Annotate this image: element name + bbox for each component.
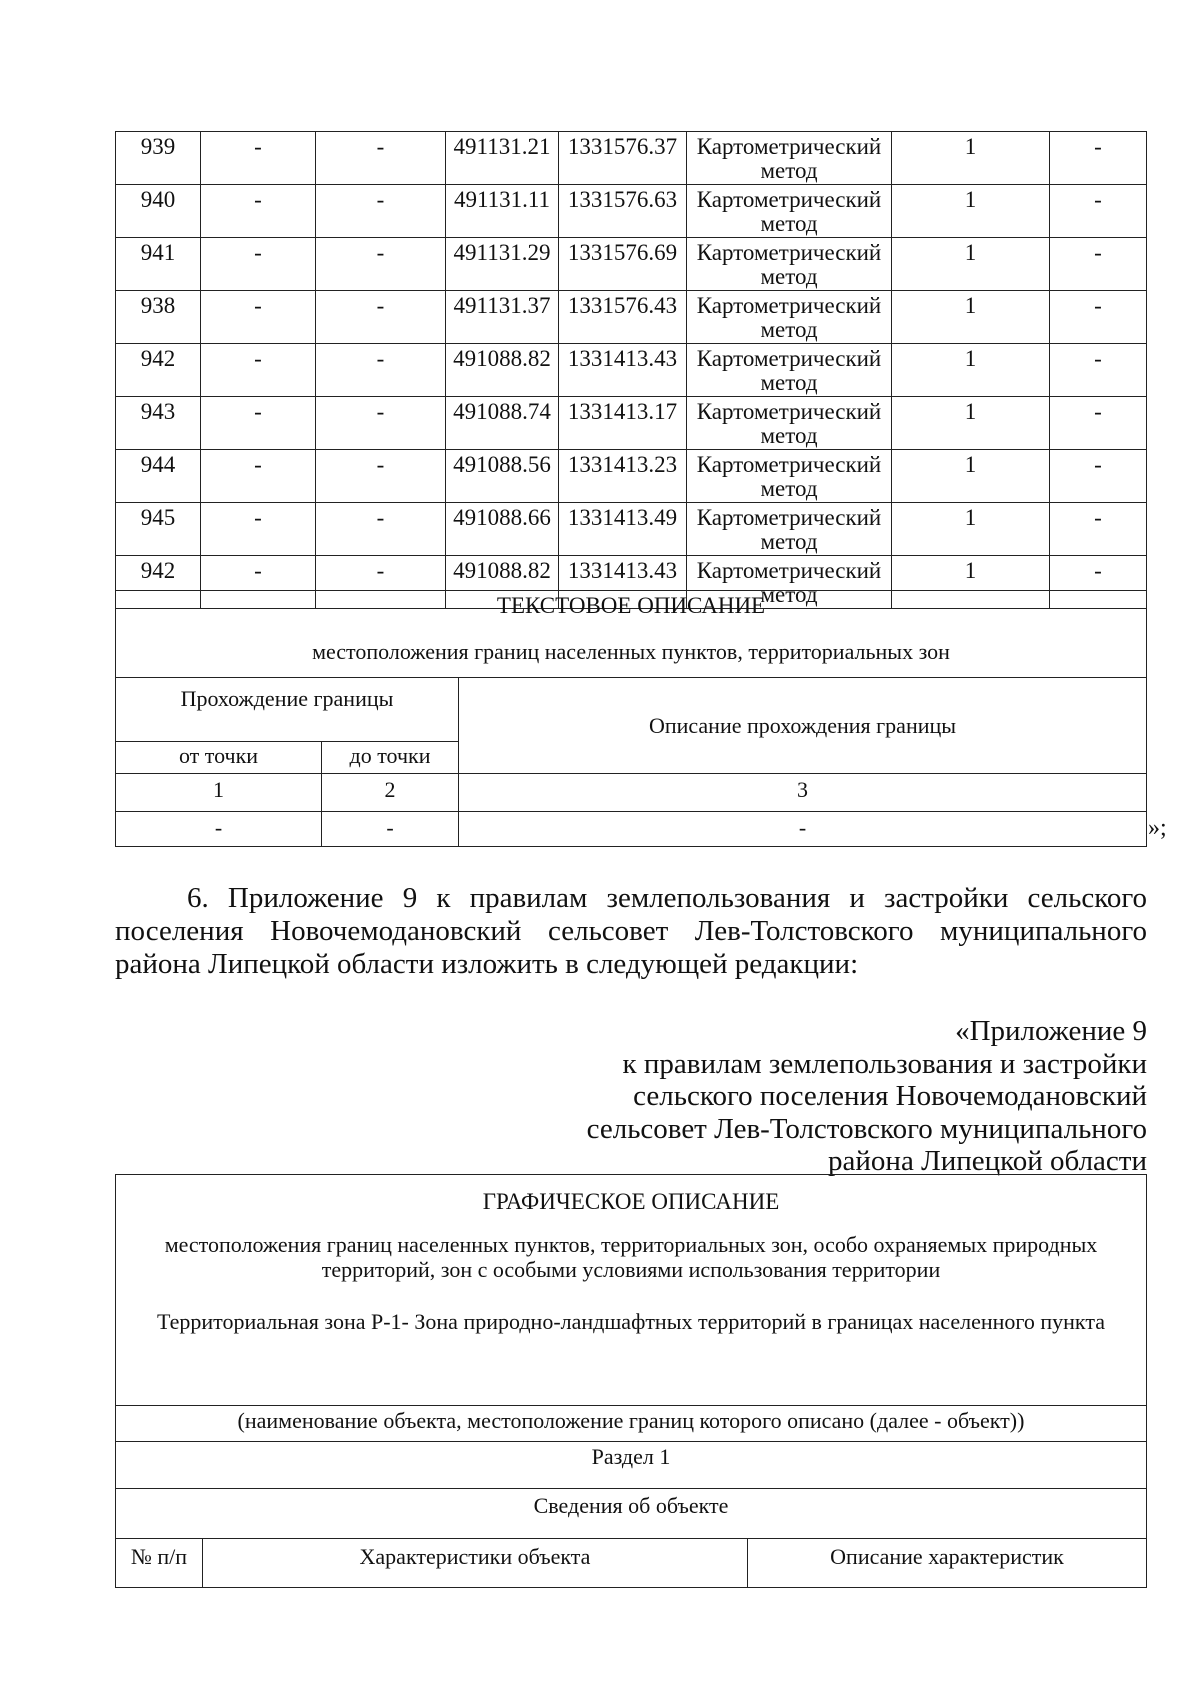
description-cell: - (1050, 185, 1147, 238)
y-coordinate: 1331576.69 (559, 238, 687, 291)
method-text: метод (760, 317, 818, 342)
column-number: 3 (459, 774, 1147, 812)
from-point-header: от точки (116, 742, 322, 774)
method-text: Картометрический (696, 505, 882, 530)
coordinate-row (116, 238, 1147, 291)
boundary-column-header: Прохождение границы (116, 678, 459, 742)
empty-x-cell: - (201, 503, 316, 556)
description-cell: - (1050, 556, 1147, 609)
y-coordinate: 1331576.43 (559, 291, 687, 344)
y-coordinate: 1331413.43 (559, 556, 687, 609)
method-cell (687, 185, 892, 238)
coordinate-row (116, 450, 1147, 503)
method-text: Картометрический (696, 558, 882, 583)
method-text: метод (760, 264, 818, 289)
description-cell: - (1050, 344, 1147, 397)
method-cell (687, 503, 892, 556)
empty-y-cell: - (316, 556, 446, 609)
x-coordinate: 491088.82 (446, 344, 559, 397)
method-text: Картометрический (696, 346, 882, 371)
empty-x-cell: - (201, 132, 316, 185)
method-text: Картометрический (696, 240, 882, 265)
accuracy-value: 1 (892, 397, 1050, 450)
appendix-header (587, 1015, 1147, 1178)
point-number: 942 (116, 344, 201, 397)
empty-y-cell: - (316, 503, 446, 556)
x-coordinate: 491088.56 (446, 450, 559, 503)
method-cell (687, 397, 892, 450)
y-coordinate: 1331413.43 (559, 344, 687, 397)
appendix-line: сельского поселения Новочемодановский (633, 1080, 1147, 1112)
description-cell: - (1050, 132, 1147, 185)
coordinate-row (116, 132, 1147, 185)
method-text: метод (760, 529, 818, 554)
section-title: Сведения об объекте (116, 1489, 1147, 1539)
accuracy-value: 1 (892, 344, 1050, 397)
point-number: 939 (116, 132, 201, 185)
point-number: 943 (116, 397, 201, 450)
accuracy-value: 1 (892, 503, 1050, 556)
empty-y-cell: - (316, 450, 446, 503)
text-description-table (115, 590, 1147, 847)
coordinate-row (116, 344, 1147, 397)
accuracy-value: 1 (892, 291, 1050, 344)
graphic-description-header (116, 1175, 1147, 1406)
description-value: - (459, 812, 1147, 847)
point-number: 944 (116, 450, 201, 503)
empty-y-cell: - (316, 132, 446, 185)
empty-y-cell: - (316, 397, 446, 450)
territorial-zone-name: Территориальная зона Р-1- Зона природно-ландшафтных территорий в границах населенного пункта (157, 1309, 1105, 1334)
point-number: 941 (116, 238, 201, 291)
number-column-header: № п/п (116, 1539, 203, 1588)
to-point-value: - (322, 812, 459, 847)
appendix-line: «Приложение 9 (955, 1015, 1147, 1047)
description-cell: - (1050, 503, 1147, 556)
empty-y-cell: - (316, 238, 446, 291)
x-coordinate: 491131.11 (446, 185, 559, 238)
description-cell: - (1050, 238, 1147, 291)
accuracy-value: 1 (892, 556, 1050, 609)
empty-y-cell: - (316, 344, 446, 397)
coordinates-table (115, 131, 1147, 609)
description-column-header: Описание характеристик (748, 1539, 1147, 1588)
point-number: 938 (116, 291, 201, 344)
method-text: Картометрический (696, 187, 882, 212)
y-coordinate: 1331413.23 (559, 450, 687, 503)
characteristics-column-header: Характеристики объекта (203, 1539, 748, 1588)
closing-quote: »; (1148, 815, 1167, 841)
appendix-line: к правилам землепользования и застройки (622, 1047, 1147, 1080)
appendix-line: района Липецкой области (828, 1145, 1147, 1177)
method-text: метод (760, 211, 818, 236)
x-coordinate: 491088.82 (446, 556, 559, 609)
empty-x-cell: - (201, 397, 316, 450)
x-coordinate: 491131.37 (446, 291, 559, 344)
description-column-header: Описание прохождения границы (459, 678, 1147, 774)
method-text: метод (760, 370, 818, 395)
graphic-description-table (115, 1174, 1147, 1588)
accuracy-value: 1 (892, 132, 1050, 185)
amendment-paragraph: 6. Приложение 9 к правилам землепользования и застройки сельского поселения Новочемодановский сельсовет Лев-Толстовского муниципального района Липецкой области изложить в следующей редакции: (115, 882, 1147, 980)
section-label: Раздел 1 (116, 1442, 1147, 1489)
method-text: метод (760, 582, 818, 607)
x-coordinate: 491088.74 (446, 397, 559, 450)
point-number: 945 (116, 503, 201, 556)
method-text: Картометрический (696, 293, 882, 318)
y-coordinate: 1331576.37 (559, 132, 687, 185)
empty-x-cell: - (201, 450, 316, 503)
empty-x-cell: - (201, 185, 316, 238)
method-cell (687, 291, 892, 344)
method-text: Картометрический (696, 452, 882, 477)
from-point-value: - (116, 812, 322, 847)
y-coordinate: 1331413.49 (559, 503, 687, 556)
accuracy-value: 1 (892, 238, 1050, 291)
method-text: метод (760, 423, 818, 448)
coordinate-row (116, 397, 1147, 450)
method-cell (687, 344, 892, 397)
point-number: 940 (116, 185, 201, 238)
empty-y-cell: - (316, 291, 446, 344)
empty-x-cell: - (201, 556, 316, 609)
method-cell (687, 132, 892, 185)
empty-x-cell: - (201, 238, 316, 291)
graphic-description-title: ГРАФИЧЕСКОЕ ОПИСАНИЕ (482, 1189, 780, 1214)
empty-x-cell: - (201, 291, 316, 344)
point-number: 942 (116, 556, 201, 609)
to-point-header: до точки (322, 742, 459, 774)
column-number: 2 (322, 774, 459, 812)
method-text: Картометрический (696, 134, 882, 159)
method-cell (687, 450, 892, 503)
coordinate-row (116, 291, 1147, 344)
description-cell: - (1050, 450, 1147, 503)
y-coordinate: 1331413.17 (559, 397, 687, 450)
text-description-title: ТЕКСТОВОЕ ОПИСАНИЕ (496, 593, 766, 618)
description-cell: - (1050, 397, 1147, 450)
x-coordinate: 491131.21 (446, 132, 559, 185)
method-text: метод (760, 158, 818, 183)
accuracy-value: 1 (892, 450, 1050, 503)
method-cell (687, 238, 892, 291)
text-description-subtitle: местоположения границ населенных пунктов, территориальных зон (312, 639, 950, 664)
description-cell: - (1050, 291, 1147, 344)
accuracy-value: 1 (892, 185, 1050, 238)
x-coordinate: 491088.66 (446, 503, 559, 556)
coordinate-row (116, 185, 1147, 238)
coordinate-row (116, 503, 1147, 556)
appendix-line: сельсовет Лев-Толстовского муниципального (586, 1112, 1147, 1145)
y-coordinate: 1331576.63 (559, 185, 687, 238)
graphic-description-subtitle: местоположения границ населенных пунктов, территориальных зон, особо охраняемых природных территорий, зон с особыми условиями использования территории (164, 1232, 1098, 1282)
method-text: Картометрический (696, 399, 882, 424)
empty-y-cell: - (316, 185, 446, 238)
column-number: 1 (116, 774, 322, 812)
x-coordinate: 491131.29 (446, 238, 559, 291)
empty-x-cell: - (201, 344, 316, 397)
object-caption: (наименование объекта, местоположение границ которого описано (далее - объект)) (116, 1406, 1147, 1442)
text-description-header (116, 591, 1147, 678)
method-text: метод (760, 476, 818, 501)
